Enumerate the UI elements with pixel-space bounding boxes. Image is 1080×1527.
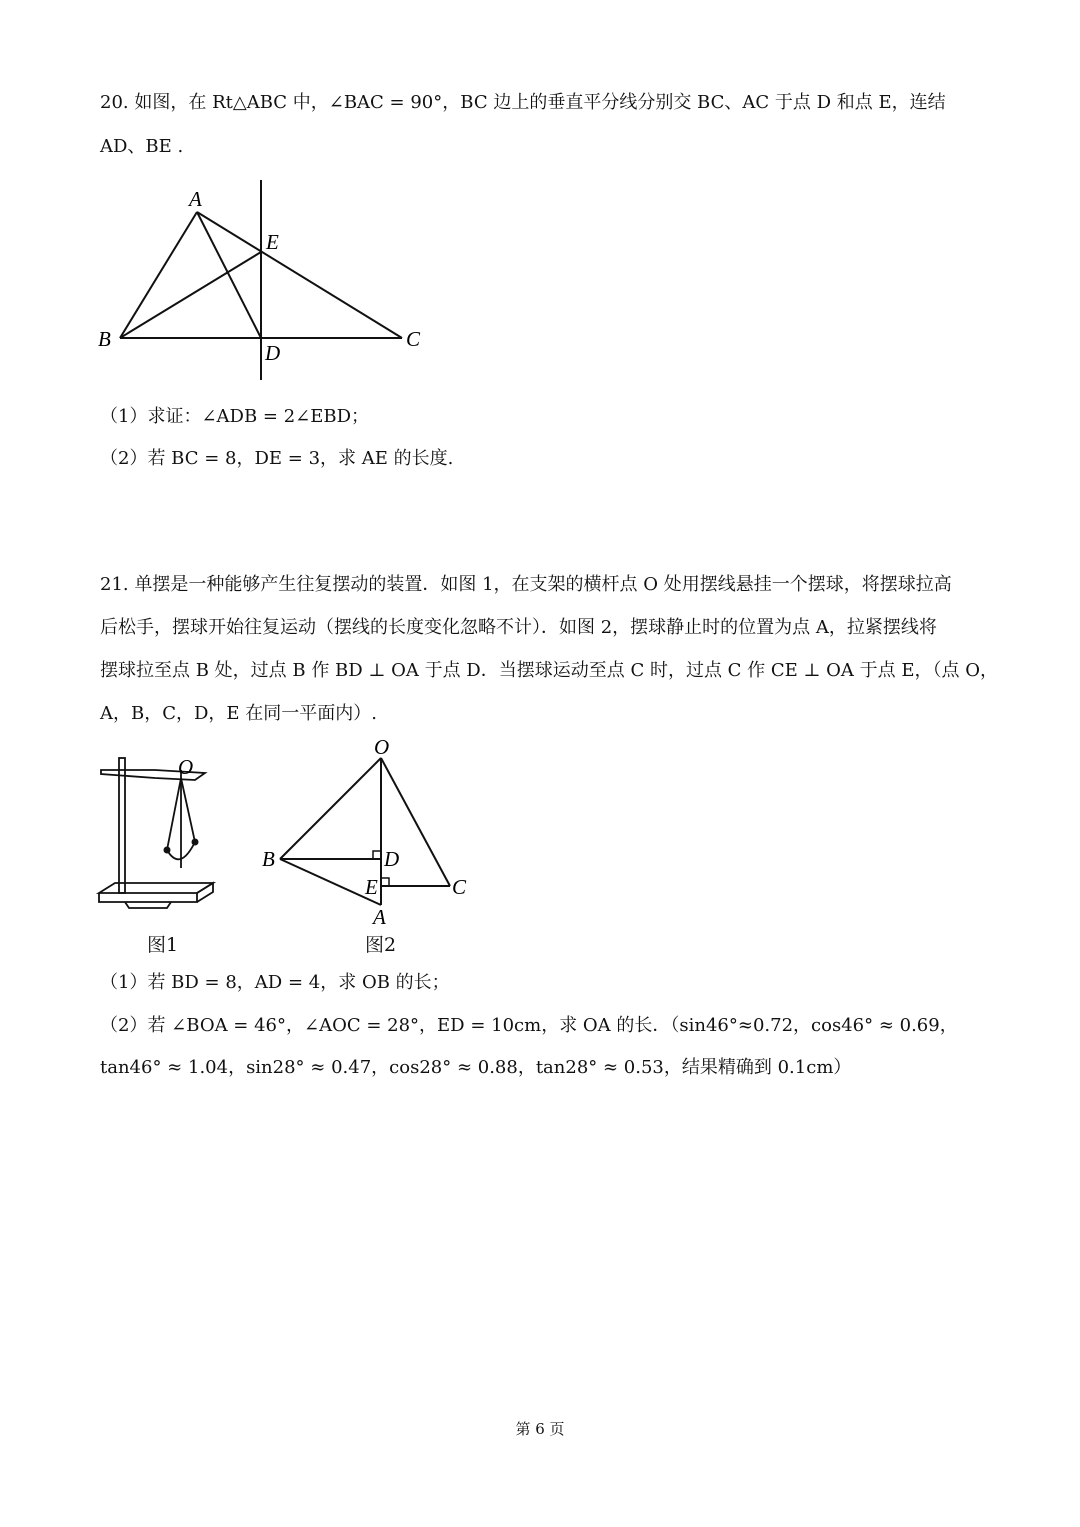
q21-stem-line4: A，B，C，D，E 在同一平面内）. [100,703,378,724]
label-e: E [266,230,279,254]
stand-pole [119,758,125,893]
q21-stem-line1: 21. 单摆是一种能够产生往复摆动的装置．如图 1，在支架的横杆点 O 处用摆线悬挂一个摆球，将摆球拉高 [100,574,952,595]
fig2-label-a: A [373,905,386,929]
fig2-caption: 图2 [365,934,397,956]
fig1-label-o: O [178,755,194,779]
label-a: A [189,187,202,211]
segment-ob [280,758,381,859]
right-angle-e [381,878,389,886]
q21-part2-line1: （2）若 ∠BOA = 46°，∠AOC = 28°，ED = 10cm，求 OA 的长．（sin46°≈0.72，cos46° ≈ 0.69， [100,1015,958,1036]
q20-stem-line1: 20. 如图，在 Rt△ABC 中，∠BAC = 90°，BC 边上的垂直平分线分别交 BC、AC 于点 D 和点 E，连结 [100,92,946,113]
segment-ac [197,212,402,338]
fig1-caption: 图1 [147,934,179,956]
fig2-label-d: D [384,847,400,871]
fig2-label-c: C [452,875,467,899]
q21-part2-line2: tan46° ≈ 1.04，sin28° ≈ 0.47，cos28° ≈ 0.88，tan28° ≈ 0.53，结果精确到 0.1cm） [100,1057,852,1078]
q21-part1: （1）若 BD = 8，AD = 4，求 OB 的长； [100,972,450,993]
q21-stem-line3: 摆球拉至点 B 处，过点 B 作 BD ⊥ OA 于点 D．当摆球运动至点 C 时，过点 C 作 CE ⊥ OA 于点 E，（点 O， [100,660,998,681]
pendulum-ball-right [192,839,199,846]
pendulum-ball-left [164,847,171,854]
label-c: C [406,327,421,351]
fig2-label-o: O [374,735,390,759]
fig2-label-b: B [262,847,275,871]
page-number: 第 6 页 [515,1420,565,1438]
segment-ab [120,212,197,338]
label-b: B [98,327,111,351]
pendulum-apparatus-figure [95,750,220,915]
base-top [99,883,213,893]
fig2-label-e: E [365,875,378,899]
q20-part1: （1）求证：∠ADB = 2∠EBD； [100,406,370,427]
label-d: D [265,341,281,365]
pendulum-geometry-figure [255,735,475,930]
right-angle-d [373,851,381,859]
q21-stem-line2: 后松手，摆球开始往复运动（摆线的长度变化忽略不计）．如图 2，摆球静止时的位置为点 A，拉紧摆线将 [100,617,937,638]
base-foot [125,902,171,908]
q20-triangle-figure [90,175,440,385]
q20-part2: （2）若 BC = 8，DE = 3，求 AE 的长度. [100,448,454,469]
q20-stem-line2: AD、BE . [100,136,184,157]
